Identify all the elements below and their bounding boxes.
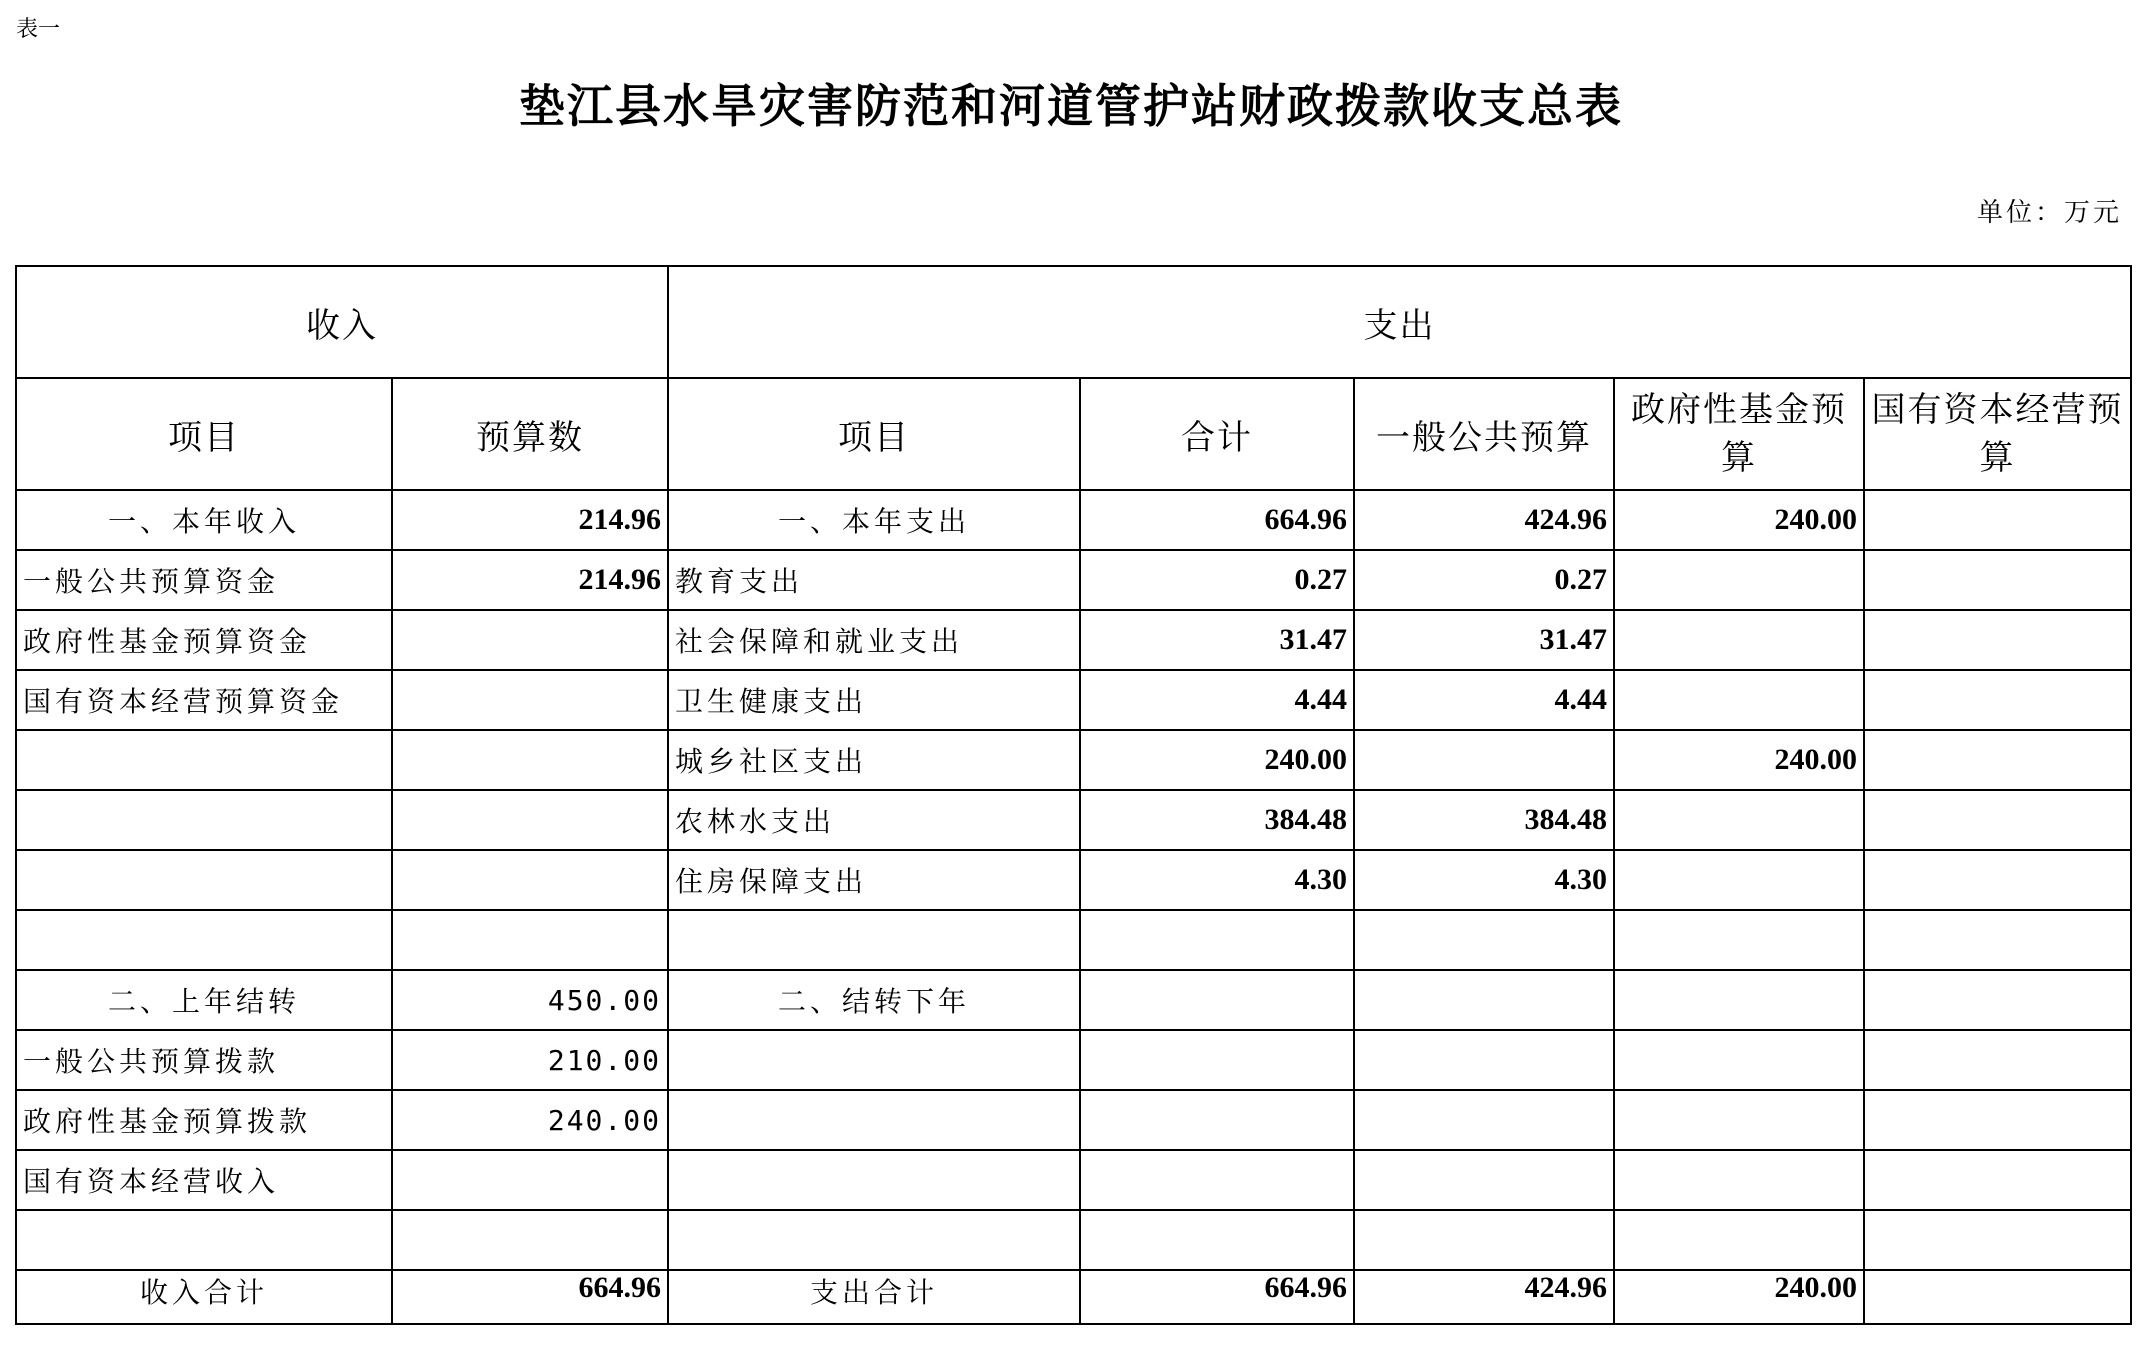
- expense-item: 一、本年支出: [668, 490, 1080, 550]
- income-item: 一般公共预算拨款: [16, 1030, 392, 1090]
- table-row: [16, 790, 2131, 850]
- expense-total: 664.96: [1080, 490, 1354, 550]
- expense-state-capital: [1864, 970, 2131, 1030]
- total-header: 合计: [1080, 378, 1354, 490]
- unit-label: 单位：万元: [1976, 198, 2122, 228]
- expense-total: 664.96: [1080, 1270, 1354, 1324]
- expense-total: 240.00: [1080, 730, 1354, 790]
- table-row: [16, 1210, 2131, 1270]
- expense-state-capital: [1864, 1030, 2131, 1090]
- income-budget: 450.00: [392, 970, 668, 1030]
- expense-general: 0.27: [1354, 550, 1614, 610]
- income-item: 政府性基金预算资金: [16, 610, 392, 670]
- expense-total: 4.44: [1080, 670, 1354, 730]
- expense-general: [1354, 1150, 1614, 1210]
- expense-item-header: 项目: [668, 378, 1080, 490]
- expense-item: [668, 1210, 1080, 1270]
- income-header: 收入: [16, 266, 668, 378]
- expense-state-capital: [1864, 910, 2131, 970]
- expense-general: 424.96: [1354, 1270, 1614, 1324]
- income-item: 政府性基金预算拨款: [16, 1090, 392, 1150]
- table-tag: 表一: [16, 17, 61, 42]
- expense-general: [1354, 1210, 1614, 1270]
- expense-item: 教育支出: [668, 550, 1080, 610]
- table-row: [16, 610, 2131, 670]
- income-item: [16, 730, 392, 790]
- expense-gov-fund: [1614, 970, 1864, 1030]
- expense-gov-fund: [1614, 1210, 1864, 1270]
- income-item: 国有资本经营收入: [16, 1150, 392, 1210]
- expense-state-capital: [1864, 1090, 2131, 1150]
- table-row: [16, 850, 2131, 910]
- expense-general: 424.96: [1354, 490, 1614, 550]
- income-budget: 214.96: [392, 550, 668, 610]
- expense-state-capital: [1864, 790, 2131, 850]
- table-row: [16, 1150, 2131, 1210]
- expense-header: 支出: [668, 266, 2131, 378]
- expense-gov-fund: [1614, 1150, 1864, 1210]
- expense-total: [1080, 1210, 1354, 1270]
- income-item: 二、上年结转: [16, 970, 392, 1030]
- expense-item: 城乡社区支出: [668, 730, 1080, 790]
- expense-total: [1080, 910, 1354, 970]
- gov-fund-header: 政府性基金预算: [1614, 378, 1864, 490]
- income-item: [16, 850, 392, 910]
- expense-total: [1080, 1150, 1354, 1210]
- income-budget: 240.00: [392, 1090, 668, 1150]
- expense-item: 二、结转下年: [668, 970, 1080, 1030]
- expense-total: [1080, 1030, 1354, 1090]
- income-budget: [392, 910, 668, 970]
- expense-general: [1354, 910, 1614, 970]
- expense-gov-fund: 240.00: [1614, 730, 1864, 790]
- expense-state-capital: [1864, 490, 2131, 550]
- income-item: 一般公共预算资金: [16, 550, 392, 610]
- expense-total: 384.48: [1080, 790, 1354, 850]
- income-budget: [392, 1210, 668, 1270]
- income-item: 国有资本经营预算资金: [16, 670, 392, 730]
- general-budget-header: 一般公共预算: [1354, 378, 1614, 490]
- expense-state-capital: [1864, 730, 2131, 790]
- expense-total: 31.47: [1080, 610, 1354, 670]
- finance-table: [15, 265, 2132, 1325]
- expense-item: [668, 1150, 1080, 1210]
- income-budget: [392, 790, 668, 850]
- table-row: [16, 670, 2131, 730]
- income-budget: [392, 1150, 668, 1210]
- expense-item: 卫生健康支出: [668, 670, 1080, 730]
- expense-item: 住房保障支出: [668, 850, 1080, 910]
- income-budget: [392, 850, 668, 910]
- expense-item: [668, 1030, 1080, 1090]
- expense-state-capital: [1864, 670, 2131, 730]
- expense-general: 4.30: [1354, 850, 1614, 910]
- income-budget: [392, 610, 668, 670]
- expense-gov-fund: 240.00: [1614, 490, 1864, 550]
- income-total-value: 664.96: [392, 1270, 668, 1324]
- expense-general: [1354, 970, 1614, 1030]
- income-item: 一、本年收入: [16, 490, 392, 550]
- expense-state-capital: [1864, 1210, 2131, 1270]
- expense-gov-fund: [1614, 910, 1864, 970]
- expense-gov-fund: [1614, 670, 1864, 730]
- expense-total-label: 支出合计: [668, 1270, 1080, 1324]
- expense-gov-fund: [1614, 550, 1864, 610]
- table-row: [16, 730, 2131, 790]
- expense-gov-fund: [1614, 1090, 1864, 1150]
- expense-state-capital: [1864, 850, 2131, 910]
- table-row: [16, 910, 2131, 970]
- table-row: [16, 490, 2131, 550]
- expense-general: 4.44: [1354, 670, 1614, 730]
- income-budget: [392, 670, 668, 730]
- income-item: [16, 1210, 392, 1270]
- income-budget: 210.00: [392, 1030, 668, 1090]
- expense-general: [1354, 1030, 1614, 1090]
- expense-total: 0.27: [1080, 550, 1354, 610]
- expense-gov-fund: [1614, 1030, 1864, 1090]
- expense-general: 384.48: [1354, 790, 1614, 850]
- expense-state-capital: [1864, 610, 2131, 670]
- expense-total: [1080, 1090, 1354, 1150]
- table-row: [16, 970, 2131, 1030]
- expense-gov-fund: [1614, 790, 1864, 850]
- income-budget: 214.96: [392, 490, 668, 550]
- expense-gov-fund: 240.00: [1614, 1270, 1864, 1324]
- header-row-1: [16, 266, 2131, 378]
- expense-item: 社会保障和就业支出: [668, 610, 1080, 670]
- income-item-header: 项目: [16, 378, 392, 490]
- expense-gov-fund: [1614, 850, 1864, 910]
- expense-general: [1354, 1090, 1614, 1150]
- table-row: [16, 1090, 2131, 1150]
- state-capital-header: 国有资本经营预算: [1864, 378, 2131, 490]
- table-row: [16, 550, 2131, 610]
- expense-item: [668, 910, 1080, 970]
- header-row-2: [16, 378, 2131, 490]
- income-item: [16, 910, 392, 970]
- table-row: [16, 1030, 2131, 1090]
- expense-general: 31.47: [1354, 610, 1614, 670]
- income-budget: [392, 730, 668, 790]
- income-budget-header: 预算数: [392, 378, 668, 490]
- expense-general: [1354, 730, 1614, 790]
- expense-state-capital: [1864, 1270, 2131, 1324]
- document-title: 垫江县水旱灾害防范和河道管护站财政拨款收支总表: [519, 79, 1623, 133]
- income-total-label: 收入合计: [16, 1270, 392, 1324]
- expense-item: [668, 1090, 1080, 1150]
- expense-gov-fund: [1614, 610, 1864, 670]
- expense-total: [1080, 970, 1354, 1030]
- totals-row: [16, 1270, 2131, 1324]
- income-item: [16, 790, 392, 850]
- expense-item: 农林水支出: [668, 790, 1080, 850]
- expense-state-capital: [1864, 550, 2131, 610]
- expense-state-capital: [1864, 1150, 2131, 1210]
- expense-total: 4.30: [1080, 850, 1354, 910]
